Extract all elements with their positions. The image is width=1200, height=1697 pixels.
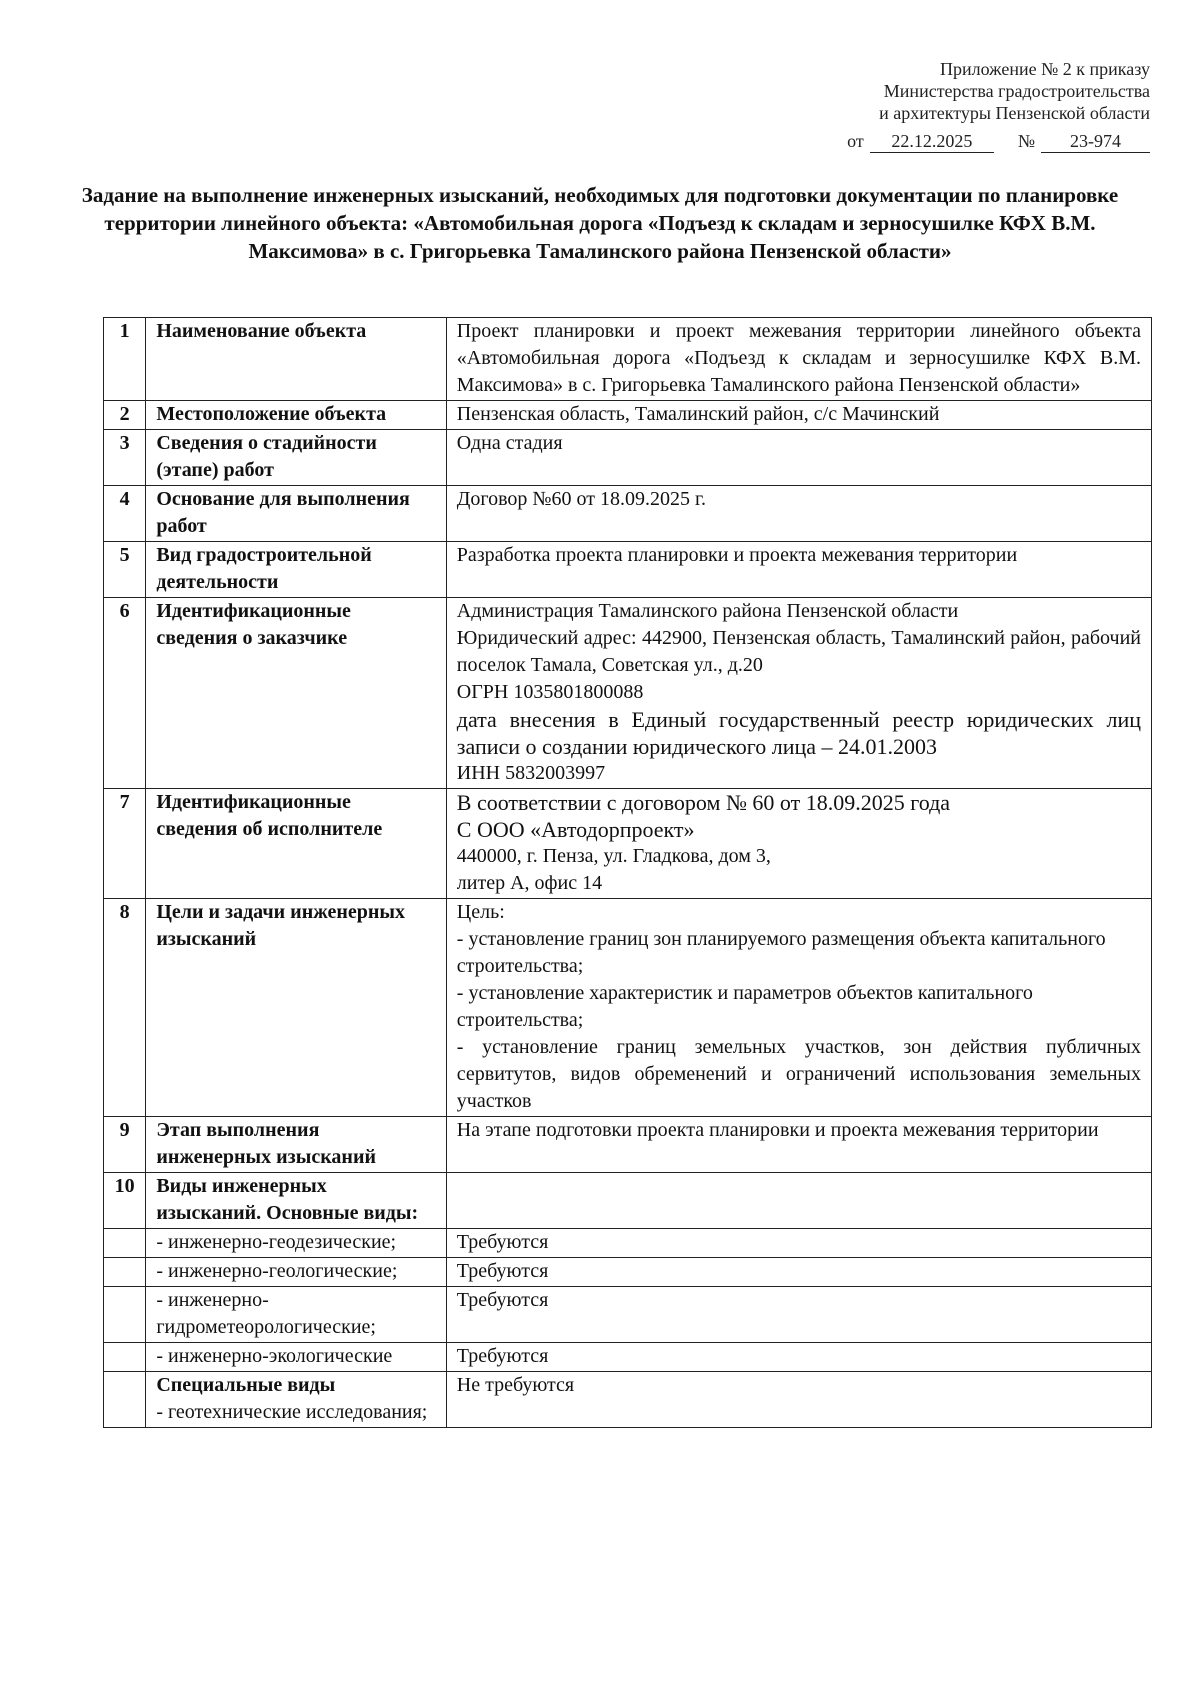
row-number: 8 [104,899,146,1117]
row-number [104,1258,146,1287]
row-label: Этап выполнения инженерных изысканий [146,1117,446,1173]
table-row [104,598,1152,789]
row-value: Разработка проекта планировки и проекта межевания территории [446,542,1151,598]
order-date: 22.12.2025 [870,130,994,153]
table-row [104,430,1152,486]
row-label: Сведения о стадийности (этапе) работ [146,430,446,486]
task-table [103,317,1152,1428]
from-label: от [847,131,864,151]
table-row [104,1229,1152,1258]
row-label: Цели и задачи инженерных изысканий [146,899,446,1117]
row-number [104,1229,146,1258]
row-number: 7 [104,789,146,899]
customer-address: Юридический адрес: 442900, Пензенская область, Тамалинский район, рабочий поселок Тамала, Советская ул., д.20 [456,627,1141,676]
goal-item: - установление границ зон планируемого размещения объекта капитального строительства; [456,928,1106,977]
customer-ogrn: ОГРН 1035801800088 [456,681,644,703]
row-number: 2 [104,401,146,430]
row-label: - инженерно-гидрометеорологические; [146,1287,446,1343]
number-label: № [1017,131,1035,151]
row-number: 10 [104,1173,146,1229]
table-row [104,401,1152,430]
row-number: 6 [104,598,146,789]
row-number: 9 [104,1117,146,1173]
row-number: 4 [104,486,146,542]
contractor-address-line2: литер А, офис 14 [456,872,603,894]
row-value: Требуются [446,1343,1151,1372]
row-value: Требуются [446,1229,1151,1258]
contractor-address-line1: 440000, г. Пенза, ул. Гладкова, дом 3, [456,845,771,867]
table-row [104,789,1152,899]
row-value: На этапе подготовки проекта планировки и проекта межевания территории [446,1117,1151,1173]
row-label: Наименование объекта [146,318,446,401]
row-label: Идентификационные сведения об исполнителе [146,789,446,899]
row-value: Одна стадия [446,430,1151,486]
row-value [446,598,1151,789]
row-label: Вид градостроительной деятельности [146,542,446,598]
customer-name: Администрация Тамалинского района Пензенской области [456,600,959,622]
row-label: - инженерно-геологические; [146,1258,446,1287]
order-number: 23-974 [1041,130,1150,153]
table-row [104,318,1152,401]
appendix-line-2: Министерства градостроительства [883,81,1150,101]
table-row [104,1258,1152,1287]
contractor-name: С ООО «Автодорпроект» [456,817,695,842]
order-reference [730,130,1150,153]
row-value: Требуются [446,1258,1151,1287]
row-number: 1 [104,318,146,401]
row-number: 3 [104,430,146,486]
table-row [104,486,1152,542]
appendix-header [730,58,1150,153]
row-label: - инженерно-экологические [146,1343,446,1372]
row-label: Основание для выполнения работ [146,486,446,542]
row-value [446,1173,1151,1229]
customer-registration-date: дата внесения в Единый государственный реестр юридических лиц записи о создании юридического лица – 24.01.2003 [456,707,1141,759]
appendix-line-3: и архитектуры Пензенской области [879,103,1150,123]
table-row [104,1173,1152,1229]
goal-heading: Цель: [456,901,505,923]
special-type-item: - геотехнические исследования; [156,1401,428,1423]
contractor-contract: В соответствии с договором № 60 от 18.09.2025 года [456,790,951,815]
row-value: Требуются [446,1287,1151,1343]
row-number: 5 [104,542,146,598]
row-value: Договор №60 от 18.09.2025 г. [446,486,1151,542]
row-value: Пензенская область, Тамалинский район, с/с Мачинский [446,401,1151,430]
row-label: - инженерно-геодезические; [146,1229,446,1258]
goal-item: - установление границ земельных участков, зон действия публичных сервитутов, видов обременений и ограничений использования земельных участков [456,1036,1141,1112]
table-row [104,1343,1152,1372]
row-number [104,1287,146,1343]
row-label: Виды инженерных изысканий. Основные виды: [146,1173,446,1229]
row-value: Не требуются [446,1372,1151,1428]
row-label [146,1372,446,1428]
appendix-line-1: Приложение № 2 к приказу [940,59,1150,79]
row-label: Идентификационные сведения о заказчике [146,598,446,789]
row-value [446,899,1151,1117]
row-label: Местоположение объекта [146,401,446,430]
table-row [104,1372,1152,1428]
table-row [104,542,1152,598]
customer-inn: ИНН 5832003997 [456,762,606,784]
table-row [104,1117,1152,1173]
table-row [104,899,1152,1117]
row-value [446,789,1151,899]
table-row [104,1287,1152,1343]
row-value: Проект планировки и проект межевания территории линейного объекта «Автомобильная дорога «Подъезд к складам и зерносушилке КФХ В.М. Максимова» в с. Григорьевка Тамалинского района Пензенской области» [446,318,1151,401]
row-number [104,1372,146,1428]
document-title: Задание на выполнение инженерных изысканий, необходимых для подготовки документации по планировке территории линейного объекта: «Автомобильная дорога «Подъезд к складам и зерносушилке КФХ В.М. Максимова» в с. Григорьевка Тамалинского района Пензенской области» [81,183,1119,263]
special-types-heading: Специальные виды [156,1374,336,1396]
row-number [104,1343,146,1372]
goal-item: - установление характеристик и параметров объектов капитального строительства; [456,982,1033,1031]
